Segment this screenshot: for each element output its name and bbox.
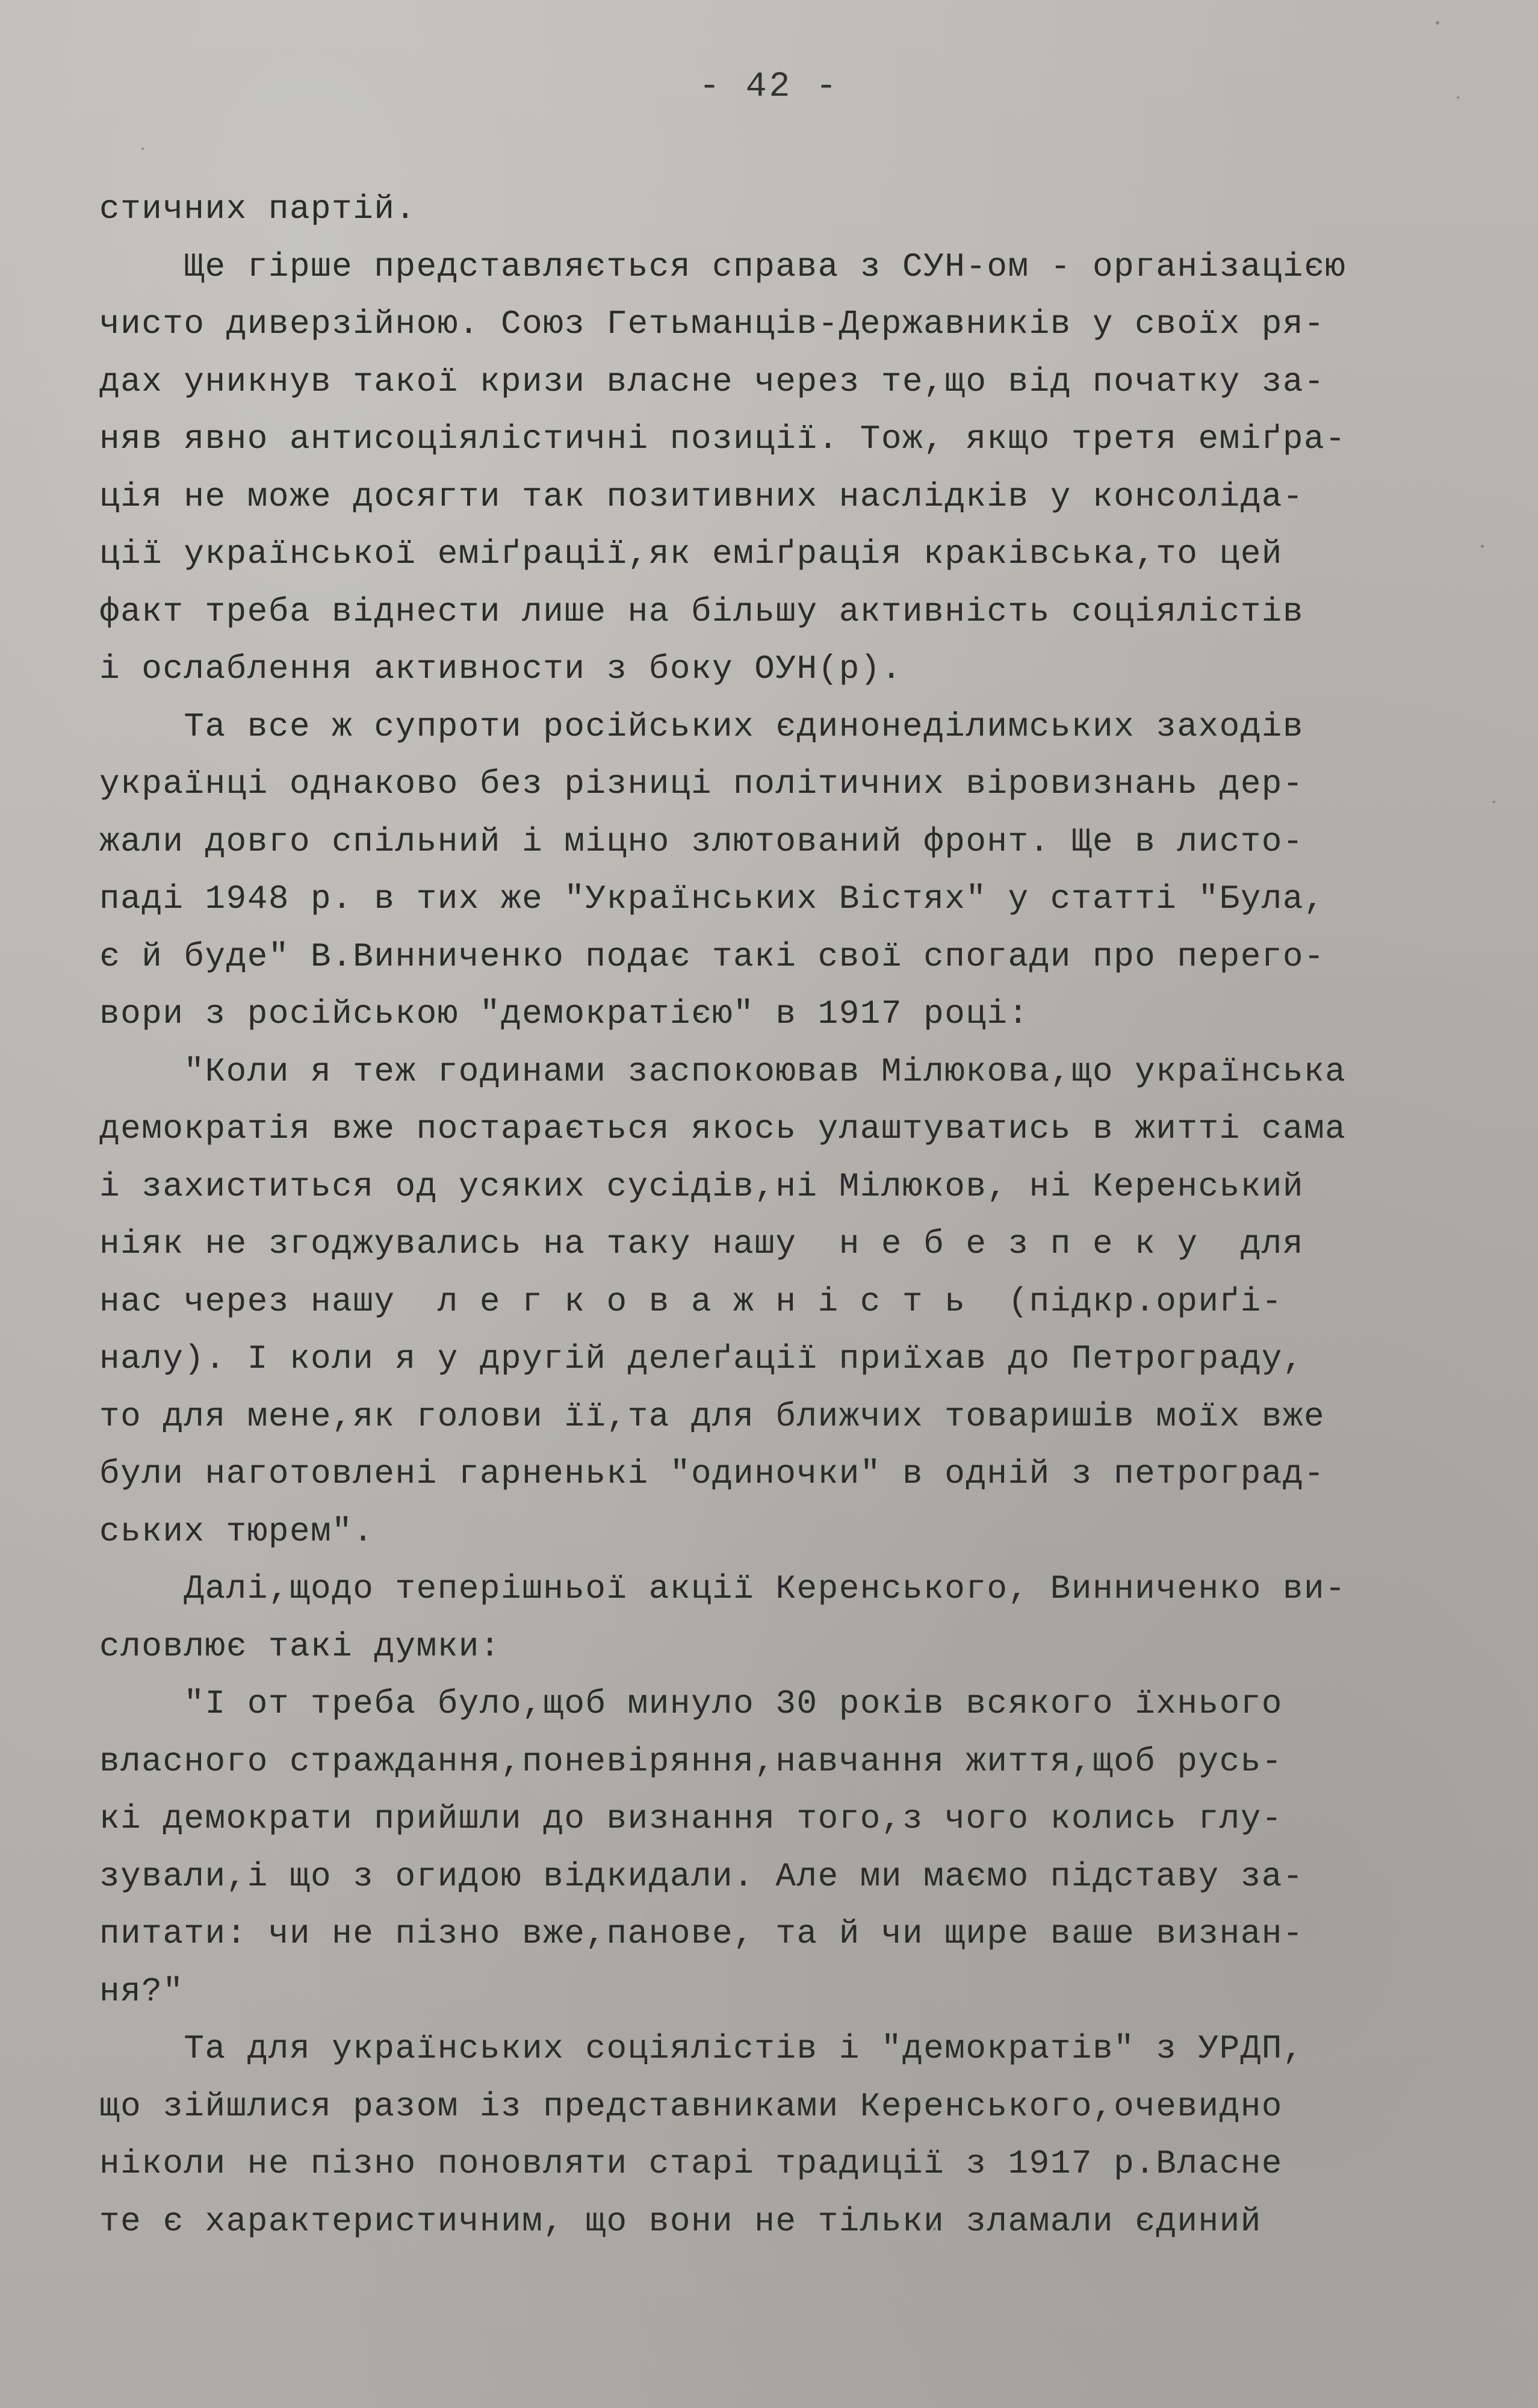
- text-line: Та для українських соціялістів і "демократів" з УРДП,: [99, 2029, 1304, 2068]
- text-line: "Коли я теж годинами заспокоював Мілюкова,що українська: [99, 1052, 1347, 1091]
- text-line: жали довго спільний і міцно злютований фронт. Ще в листо-: [99, 822, 1304, 861]
- text-line: ції української еміґрації,як еміґрація краківська,то цей: [99, 535, 1283, 573]
- scan-speck: [1493, 801, 1495, 803]
- text-line: ніяк не згоджувались на таку нашу н е б е з п е к у для: [99, 1224, 1304, 1263]
- text-line: чисто диверзійною. Союз Гетьманців-Державників у своїх ря-: [99, 305, 1326, 343]
- text-line: ня?": [99, 1972, 184, 2011]
- scan-speck: [1481, 545, 1484, 548]
- text-line: дах уникнув такої кризи власне через те,що від початку за-: [99, 362, 1326, 401]
- text-line: "І от треба було,щоб минуло 30 років всякого їхнього: [99, 1684, 1283, 1723]
- text-line: і захиститься од усяких сусідів,ні Мілюков, ні Керенський: [99, 1167, 1304, 1206]
- scan-speck: [933, 2227, 936, 2230]
- text-line: українці однаково без різниці політичних віровизнань дер-: [99, 765, 1304, 803]
- scan-speck: [1436, 21, 1439, 25]
- text-line: питати: чи не пізно вже,панове, та й чи щире ваше визнан-: [99, 1914, 1304, 1953]
- text-line: і ослаблення активности з боку ОУН(р).: [99, 650, 903, 688]
- page-number: - 42 -: [699, 67, 839, 107]
- text-line: зували,і що з огидою відкидали. Але ми маємо підставу за-: [99, 1857, 1304, 1896]
- text-line: няв явно антисоціялістичні позиції. Тож, якщо третя еміґра-: [99, 420, 1347, 458]
- text-line: то для мене,як голови її,та для ближчих товаришів моїх вже: [99, 1397, 1326, 1436]
- text-line: стичних партій.: [99, 190, 417, 228]
- text-line: нас через нашу л е г к о в а ж н і с т ь (підкр.ориґі-: [99, 1282, 1283, 1321]
- text-line: Далі,щодо теперішньої акції Керенського, Винниченко ви-: [99, 1569, 1347, 1608]
- text-line: паді 1948 р. в тих же "Українських Вістях" у статті "Була,: [99, 880, 1326, 918]
- text-line: те є характеристичним, що вони не тільки зламали єдиний: [99, 2202, 1262, 2241]
- text-line: Ще гірше представляється справа з СУН-ом - організацією: [99, 247, 1347, 286]
- text-line: налу). І коли я у другій делеґації приїхав до Петрограду,: [99, 1339, 1304, 1378]
- text-line: кі демократи прийшли до визнання того,з чого колись глу-: [99, 1799, 1283, 1838]
- text-line: є й буде" В.Винниченко подає такі свої спогади про перего-: [99, 937, 1326, 976]
- text-line: що зійшлися разом із представниками Керенського,очевидно: [99, 2087, 1283, 2126]
- text-line: ських тюрем".: [99, 1512, 374, 1551]
- scan-speck: [1457, 96, 1459, 99]
- text-line: Та все ж супроти російських єдинонеділимських заходів: [99, 707, 1304, 746]
- text-line: власного страждання,поневіряння,навчання життя,щоб русь-: [99, 1742, 1283, 1781]
- body-text: [99, 181, 1460, 2250]
- text-line: факт треба віднести лише на більшу активність соціялістів: [99, 592, 1304, 631]
- text-line: демократія вже постарається якось улаштуватись в житті сама: [99, 1109, 1347, 1148]
- text-line: були наготовлені гарненькі "одиночки" в одній з петроград-: [99, 1454, 1326, 1493]
- text-line: ніколи не пізно поновляти старі традиції з 1917 р.Власне: [99, 2144, 1283, 2183]
- text-line: вори з російською "демократією" в 1917 році:: [99, 995, 1029, 1033]
- text-line: словлює такі думки:: [99, 1627, 501, 1666]
- text-line: ція не може досягти так позитивних наслідків у консоліда-: [99, 477, 1304, 516]
- scan-speck: [141, 147, 144, 150]
